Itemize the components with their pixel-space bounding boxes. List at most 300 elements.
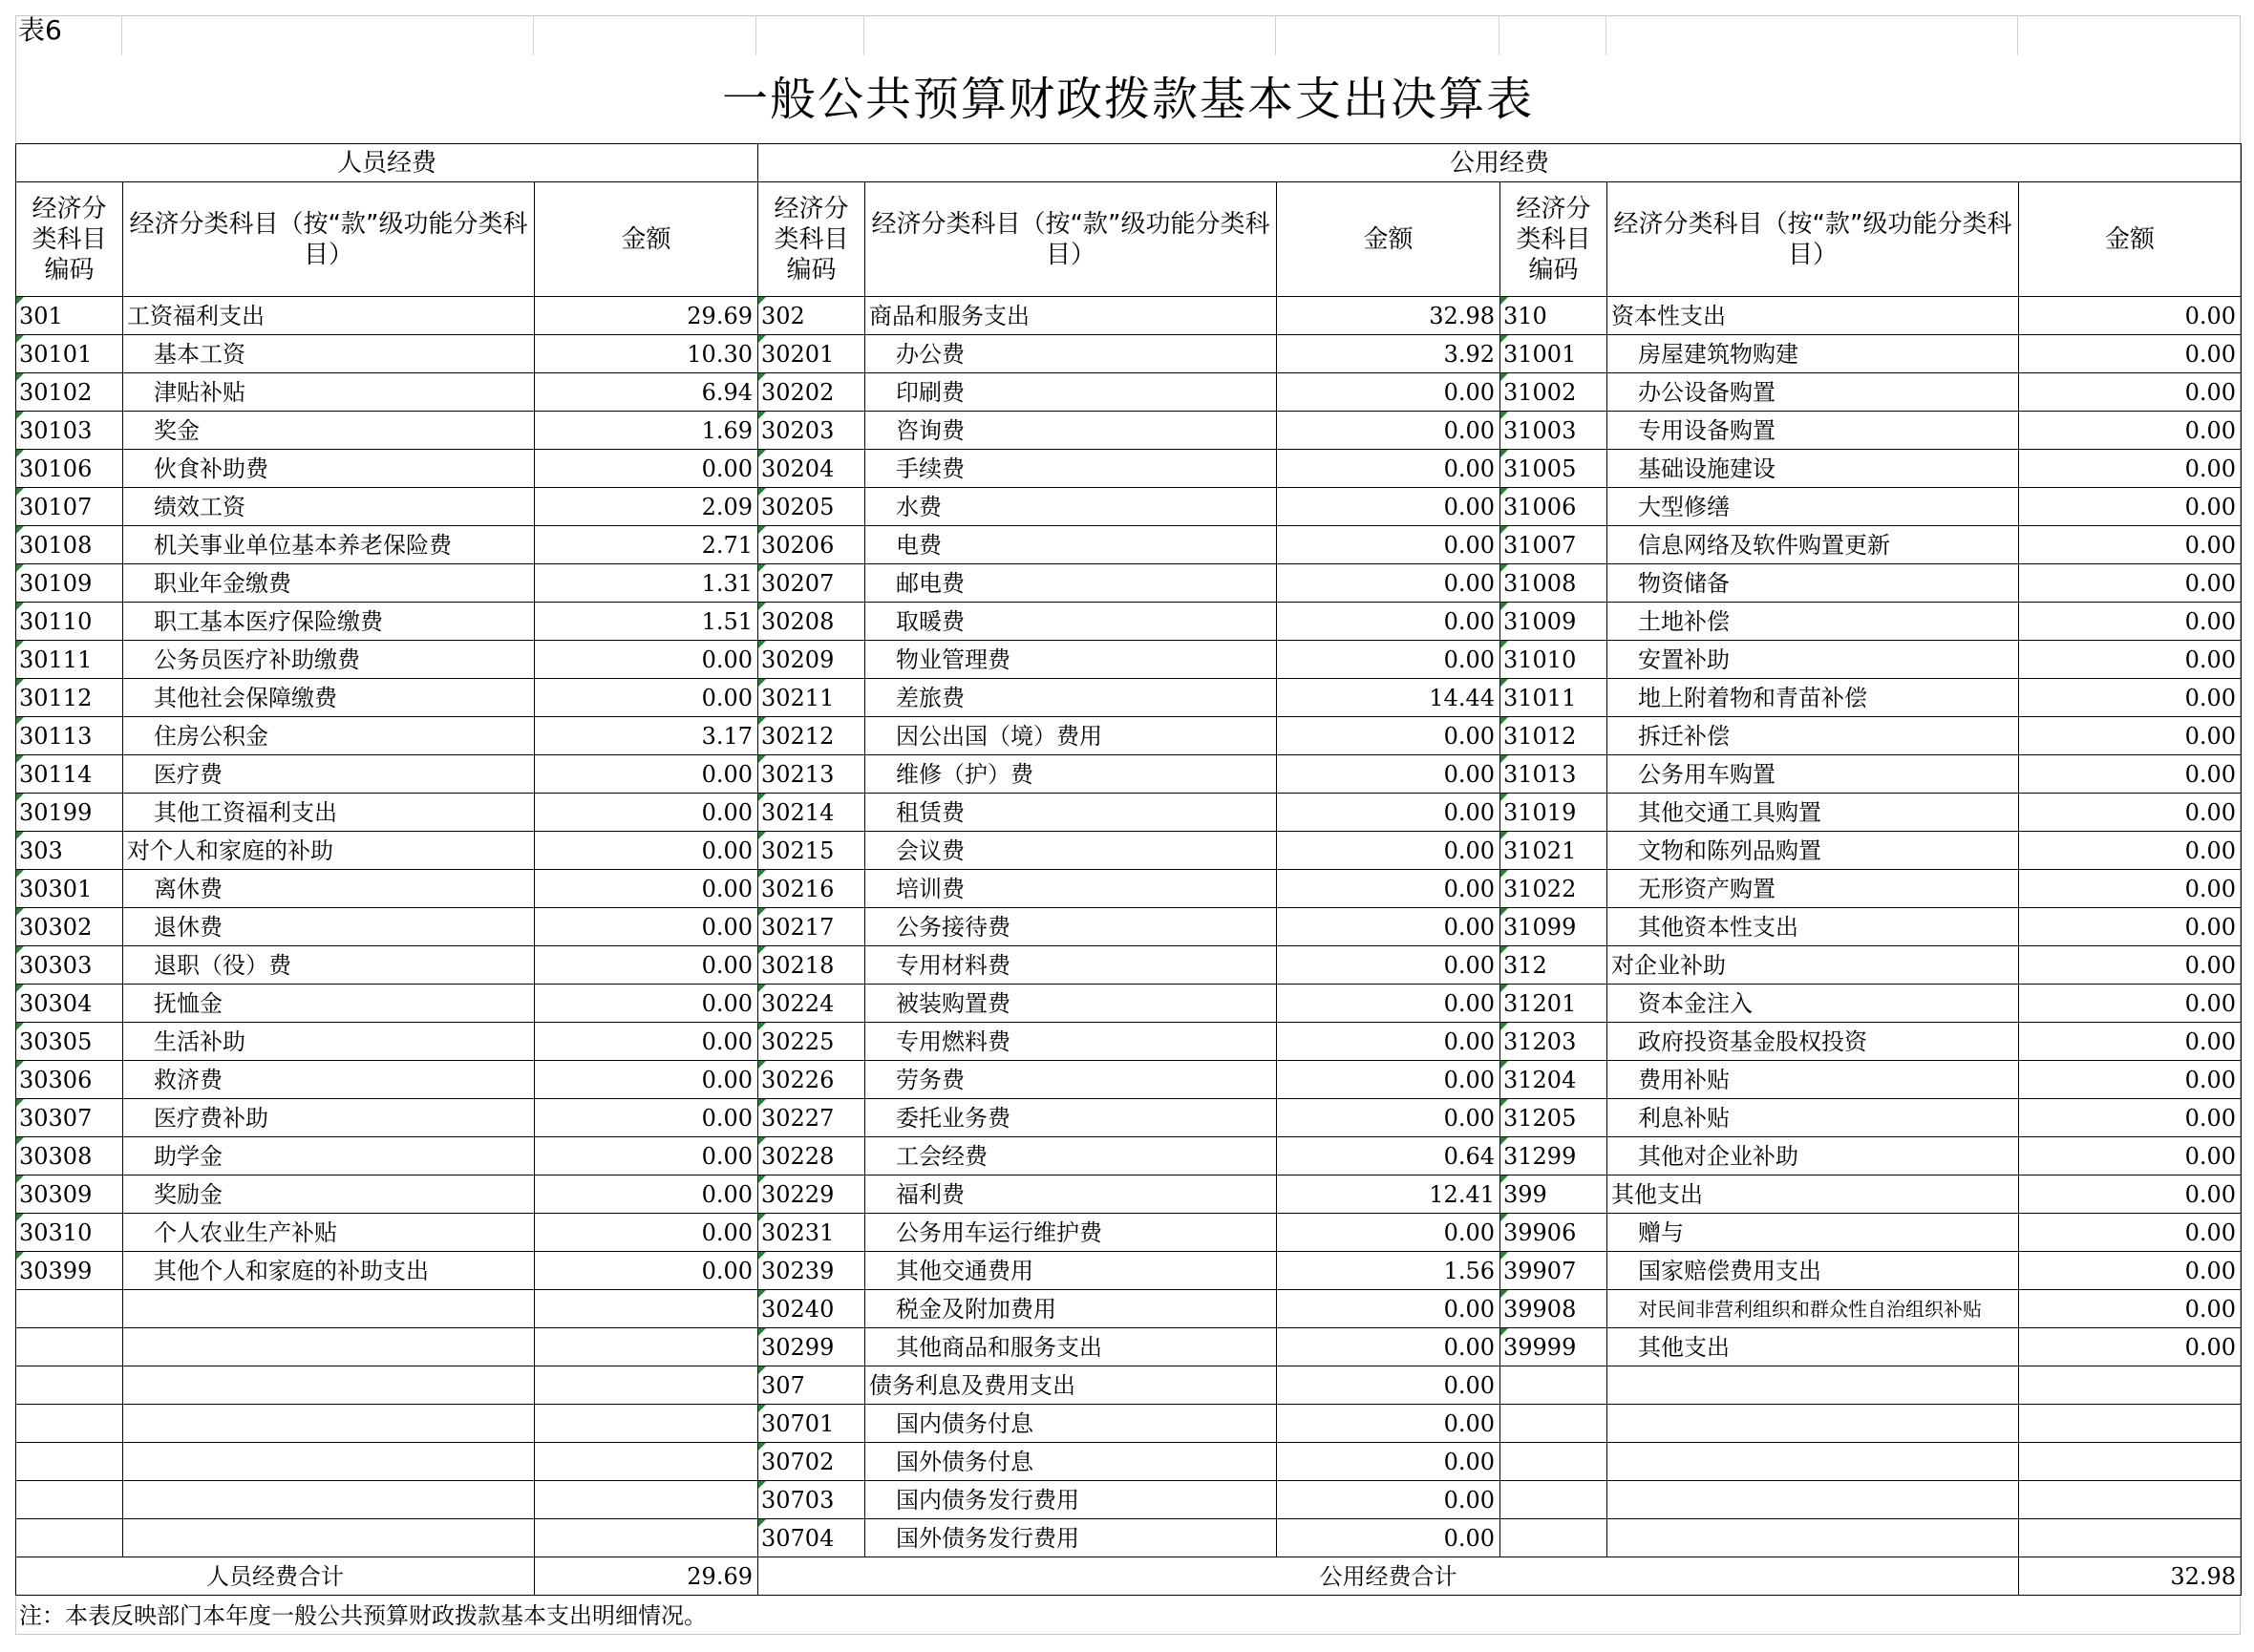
item-code bbox=[1500, 1443, 1607, 1481]
header-name: 经济分类科目（按“款”级功能分类科目） bbox=[123, 182, 535, 297]
table-row bbox=[16, 717, 2242, 755]
item-name: 其他个人和家庭的补助支出 bbox=[123, 1252, 535, 1290]
item-amount: 0.00 bbox=[2019, 1290, 2242, 1328]
item-code: 31299 bbox=[1500, 1137, 1607, 1175]
item-amount: 0.64 bbox=[1277, 1137, 1500, 1175]
footnote: 注：本表反映部门本年度一般公共预算财政拨款基本支出明细情况。 bbox=[19, 1602, 707, 1629]
table-row bbox=[16, 297, 2242, 335]
item-amount: 0.00 bbox=[535, 1175, 758, 1214]
item-name: 会议费 bbox=[865, 832, 1277, 870]
item-name: 劳务费 bbox=[865, 1061, 1277, 1099]
item-amount: 0.00 bbox=[1277, 1099, 1500, 1137]
item-amount: 0.00 bbox=[2019, 373, 2242, 412]
item-name: 文物和陈列品购置 bbox=[1607, 832, 2019, 870]
item-code: 30101 bbox=[16, 335, 123, 373]
item-amount bbox=[535, 1366, 758, 1405]
item-code: 31007 bbox=[1500, 526, 1607, 564]
item-code: 30240 bbox=[758, 1290, 865, 1328]
item-name: 费用补贴 bbox=[1607, 1061, 2019, 1099]
item-name: 电费 bbox=[865, 526, 1277, 564]
item-name: 退职（役）费 bbox=[123, 946, 535, 985]
item-code: 30103 bbox=[16, 412, 123, 450]
item-name: 办公费 bbox=[865, 335, 1277, 373]
item-code: 39908 bbox=[1500, 1290, 1607, 1328]
item-amount: 0.00 bbox=[535, 641, 758, 679]
item-name: 退休费 bbox=[123, 908, 535, 946]
item-name: 其他资本性支出 bbox=[1607, 908, 2019, 946]
item-name: 房屋建筑物购建 bbox=[1607, 335, 2019, 373]
table-row bbox=[16, 908, 2242, 946]
item-name: 资本性支出 bbox=[1607, 297, 2019, 335]
item-code: 30208 bbox=[758, 603, 865, 641]
grid-line bbox=[1275, 15, 1276, 55]
item-name: 生活补助 bbox=[123, 1023, 535, 1061]
item-name: 离休费 bbox=[123, 870, 535, 908]
item-code: 301 bbox=[16, 297, 123, 335]
item-code: 30217 bbox=[758, 908, 865, 946]
item-name: 医疗费 bbox=[123, 755, 535, 794]
item-amount: 0.00 bbox=[1277, 1443, 1500, 1481]
item-amount: 0.00 bbox=[1277, 1519, 1500, 1557]
item-amount: 0.00 bbox=[2019, 794, 2242, 832]
item-name: 水费 bbox=[865, 488, 1277, 526]
table-row bbox=[16, 1252, 2242, 1290]
item-name: 手续费 bbox=[865, 450, 1277, 488]
item-code: 30309 bbox=[16, 1175, 123, 1214]
item-code: 39907 bbox=[1500, 1252, 1607, 1290]
item-amount bbox=[535, 1481, 758, 1519]
expenditure-table bbox=[15, 143, 2242, 1596]
item-name: 专用燃料费 bbox=[865, 1023, 1277, 1061]
table-row bbox=[16, 1023, 2242, 1061]
item-name: 对个人和家庭的补助 bbox=[123, 832, 535, 870]
totals-row bbox=[16, 1557, 2242, 1596]
personnel-total-label: 人员经费合计 bbox=[16, 1557, 535, 1596]
item-name: 其他商品和服务支出 bbox=[865, 1328, 1277, 1366]
item-amount: 0.00 bbox=[1277, 870, 1500, 908]
item-name: 大型修缮 bbox=[1607, 488, 2019, 526]
item-name: 被装购置费 bbox=[865, 985, 1277, 1023]
item-name: 其他支出 bbox=[1607, 1175, 2019, 1214]
header-code: 经济分类科目编码 bbox=[758, 182, 865, 297]
item-code: 31005 bbox=[1500, 450, 1607, 488]
grid-line bbox=[755, 15, 756, 55]
item-name bbox=[1607, 1443, 2019, 1481]
item-amount: 0.00 bbox=[535, 946, 758, 985]
item-amount: 0.00 bbox=[1277, 908, 1500, 946]
item-code: 399 bbox=[1500, 1175, 1607, 1214]
item-amount: 0.00 bbox=[535, 1214, 758, 1252]
item-code: 31019 bbox=[1500, 794, 1607, 832]
item-name: 机关事业单位基本养老保险费 bbox=[123, 526, 535, 564]
item-code: 30106 bbox=[16, 450, 123, 488]
item-amount: 0.00 bbox=[2019, 946, 2242, 985]
item-name: 物资储备 bbox=[1607, 564, 2019, 603]
item-amount: 0.00 bbox=[2019, 908, 2242, 946]
item-name: 税金及附加费用 bbox=[865, 1290, 1277, 1328]
item-code: 30211 bbox=[758, 679, 865, 717]
header-name: 经济分类科目（按“款”级功能分类科目） bbox=[1607, 182, 2019, 297]
item-code: 30206 bbox=[758, 526, 865, 564]
item-name: 个人农业生产补贴 bbox=[123, 1214, 535, 1252]
item-name: 债务利息及费用支出 bbox=[865, 1366, 1277, 1405]
item-code: 30226 bbox=[758, 1061, 865, 1099]
item-name: 专用材料费 bbox=[865, 946, 1277, 985]
item-code: 30112 bbox=[16, 679, 123, 717]
item-code bbox=[16, 1405, 123, 1443]
item-code: 30110 bbox=[16, 603, 123, 641]
item-code: 30305 bbox=[16, 1023, 123, 1061]
item-amount: 0.00 bbox=[2019, 870, 2242, 908]
item-code: 30109 bbox=[16, 564, 123, 603]
header-amount: 金额 bbox=[2019, 182, 2242, 297]
grid-line bbox=[863, 15, 864, 55]
item-amount: 0.00 bbox=[1277, 985, 1500, 1023]
item-name: 取暖费 bbox=[865, 603, 1277, 641]
item-code: 312 bbox=[1500, 946, 1607, 985]
item-code: 30111 bbox=[16, 641, 123, 679]
table-row bbox=[16, 1366, 2242, 1405]
item-code: 31006 bbox=[1500, 488, 1607, 526]
item-amount: 1.69 bbox=[535, 412, 758, 450]
public-total-label: 公用经费合计 bbox=[758, 1557, 2019, 1596]
item-amount: 0.00 bbox=[1277, 1328, 1500, 1366]
item-name: 信息网络及软件购置更新 bbox=[1607, 526, 2019, 564]
table-row bbox=[16, 450, 2242, 488]
item-code: 30201 bbox=[758, 335, 865, 373]
item-code: 30212 bbox=[758, 717, 865, 755]
item-code: 31012 bbox=[1500, 717, 1607, 755]
item-amount bbox=[535, 1328, 758, 1366]
item-name: 其他社会保障缴费 bbox=[123, 679, 535, 717]
table-row bbox=[16, 1290, 2242, 1328]
item-code: 30229 bbox=[758, 1175, 865, 1214]
item-code: 302 bbox=[758, 297, 865, 335]
column-header-row bbox=[16, 182, 2242, 297]
item-code bbox=[16, 1443, 123, 1481]
table-row bbox=[16, 603, 2242, 641]
item-amount: 0.00 bbox=[2019, 1214, 2242, 1252]
item-amount: 0.00 bbox=[2019, 1175, 2242, 1214]
item-name: 咨询费 bbox=[865, 412, 1277, 450]
item-amount: 0.00 bbox=[535, 1137, 758, 1175]
item-amount: 0.00 bbox=[1277, 1290, 1500, 1328]
item-code: 31002 bbox=[1500, 373, 1607, 412]
item-name: 救济费 bbox=[123, 1061, 535, 1099]
item-code: 31008 bbox=[1500, 564, 1607, 603]
item-code: 31009 bbox=[1500, 603, 1607, 641]
item-name bbox=[123, 1405, 535, 1443]
item-name: 职工基本医疗保险缴费 bbox=[123, 603, 535, 641]
item-name: 专用设备购置 bbox=[1607, 412, 2019, 450]
item-code: 30214 bbox=[758, 794, 865, 832]
item-name: 其他工资福利支出 bbox=[123, 794, 535, 832]
item-amount: 0.00 bbox=[1277, 794, 1500, 832]
header-code: 经济分类科目编码 bbox=[16, 182, 123, 297]
item-amount: 0.00 bbox=[2019, 412, 2242, 450]
item-amount bbox=[2019, 1519, 2242, 1557]
item-code: 310 bbox=[1500, 297, 1607, 335]
item-code: 30303 bbox=[16, 946, 123, 985]
item-name bbox=[123, 1443, 535, 1481]
item-name: 无形资产购置 bbox=[1607, 870, 2019, 908]
item-name bbox=[123, 1519, 535, 1557]
item-amount: 0.00 bbox=[1277, 717, 1500, 755]
table-row bbox=[16, 564, 2242, 603]
item-code: 30203 bbox=[758, 412, 865, 450]
item-name: 赠与 bbox=[1607, 1214, 2019, 1252]
item-amount: 0.00 bbox=[2019, 679, 2242, 717]
item-amount: 0.00 bbox=[2019, 717, 2242, 755]
item-code: 30703 bbox=[758, 1481, 865, 1519]
item-code: 30108 bbox=[16, 526, 123, 564]
item-name: 工资福利支出 bbox=[123, 297, 535, 335]
item-name: 绩效工资 bbox=[123, 488, 535, 526]
item-amount: 29.69 bbox=[535, 297, 758, 335]
item-code: 30704 bbox=[758, 1519, 865, 1557]
item-code: 30310 bbox=[16, 1214, 123, 1252]
item-amount: 0.00 bbox=[2019, 1137, 2242, 1175]
item-name: 国外债务发行费用 bbox=[865, 1519, 1277, 1557]
table-row bbox=[16, 946, 2242, 985]
item-amount: 3.17 bbox=[535, 717, 758, 755]
item-code: 31003 bbox=[1500, 412, 1607, 450]
item-name: 其他对企业补助 bbox=[1607, 1137, 2019, 1175]
item-code: 30213 bbox=[758, 755, 865, 794]
item-amount: 14.44 bbox=[1277, 679, 1500, 717]
item-code: 30216 bbox=[758, 870, 865, 908]
item-amount: 0.00 bbox=[535, 1023, 758, 1061]
item-amount: 0.00 bbox=[1277, 1481, 1500, 1519]
item-code: 30225 bbox=[758, 1023, 865, 1061]
item-amount: 0.00 bbox=[535, 1061, 758, 1099]
item-code: 39906 bbox=[1500, 1214, 1607, 1252]
item-code: 30202 bbox=[758, 373, 865, 412]
item-code: 31013 bbox=[1500, 755, 1607, 794]
item-code: 30302 bbox=[16, 908, 123, 946]
item-amount: 3.92 bbox=[1277, 335, 1500, 373]
item-amount bbox=[535, 1405, 758, 1443]
item-name: 因公出国（境）费用 bbox=[865, 717, 1277, 755]
item-amount: 0.00 bbox=[1277, 946, 1500, 985]
table-row bbox=[16, 1175, 2242, 1214]
item-amount: 0.00 bbox=[535, 679, 758, 717]
item-code bbox=[16, 1519, 123, 1557]
item-name: 物业管理费 bbox=[865, 641, 1277, 679]
item-amount: 0.00 bbox=[535, 908, 758, 946]
item-code: 30205 bbox=[758, 488, 865, 526]
item-amount: 0.00 bbox=[2019, 1061, 2242, 1099]
table-row bbox=[16, 832, 2242, 870]
table-row bbox=[16, 335, 2242, 373]
item-name: 利息补贴 bbox=[1607, 1099, 2019, 1137]
item-amount bbox=[535, 1290, 758, 1328]
item-name: 福利费 bbox=[865, 1175, 1277, 1214]
item-code: 30304 bbox=[16, 985, 123, 1023]
item-code: 30228 bbox=[758, 1137, 865, 1175]
table-row bbox=[16, 794, 2242, 832]
item-amount: 0.00 bbox=[535, 1099, 758, 1137]
item-code: 31205 bbox=[1500, 1099, 1607, 1137]
table-row bbox=[16, 373, 2242, 412]
section-personnel: 人员经费 bbox=[16, 144, 758, 182]
item-code: 30231 bbox=[758, 1214, 865, 1252]
item-code: 30199 bbox=[16, 794, 123, 832]
item-name: 医疗费补助 bbox=[123, 1099, 535, 1137]
item-code: 30204 bbox=[758, 450, 865, 488]
item-name: 津贴补贴 bbox=[123, 373, 535, 412]
item-name: 国外债务付息 bbox=[865, 1443, 1277, 1481]
item-code bbox=[1500, 1405, 1607, 1443]
grid-line bbox=[2017, 15, 2018, 55]
item-code: 39999 bbox=[1500, 1328, 1607, 1366]
table-row bbox=[16, 679, 2242, 717]
item-amount: 0.00 bbox=[1277, 412, 1500, 450]
item-amount: 0.00 bbox=[1277, 1405, 1500, 1443]
item-amount: 2.09 bbox=[535, 488, 758, 526]
item-name: 拆迁补偿 bbox=[1607, 717, 2019, 755]
item-amount: 0.00 bbox=[535, 870, 758, 908]
item-name: 其他交通费用 bbox=[865, 1252, 1277, 1290]
item-code: 30307 bbox=[16, 1099, 123, 1137]
item-code bbox=[1500, 1519, 1607, 1557]
header-code: 经济分类科目编码 bbox=[1500, 182, 1607, 297]
item-name: 基本工资 bbox=[123, 335, 535, 373]
item-amount bbox=[2019, 1481, 2242, 1519]
item-name: 维修（护）费 bbox=[865, 755, 1277, 794]
item-name bbox=[1607, 1366, 2019, 1405]
item-amount: 10.30 bbox=[535, 335, 758, 373]
item-amount: 0.00 bbox=[1277, 755, 1500, 794]
item-name: 对民间非营利组织和群众性自治组织补贴 bbox=[1607, 1290, 2019, 1328]
item-amount: 0.00 bbox=[2019, 488, 2242, 526]
table-row bbox=[16, 1137, 2242, 1175]
item-name: 国内债务付息 bbox=[865, 1405, 1277, 1443]
item-amount: 1.51 bbox=[535, 603, 758, 641]
item-name: 抚恤金 bbox=[123, 985, 535, 1023]
item-name: 国内债务发行费用 bbox=[865, 1481, 1277, 1519]
item-code: 31204 bbox=[1500, 1061, 1607, 1099]
item-name: 邮电费 bbox=[865, 564, 1277, 603]
item-amount: 0.00 bbox=[2019, 297, 2242, 335]
item-name: 其他支出 bbox=[1607, 1328, 2019, 1366]
item-amount: 0.00 bbox=[535, 985, 758, 1023]
grid-line bbox=[1605, 15, 1606, 55]
item-amount bbox=[535, 1443, 758, 1481]
item-code: 30113 bbox=[16, 717, 123, 755]
item-amount: 0.00 bbox=[2019, 641, 2242, 679]
table-row bbox=[16, 985, 2242, 1023]
item-code: 30107 bbox=[16, 488, 123, 526]
item-name: 地上附着物和青苗补偿 bbox=[1607, 679, 2019, 717]
item-amount: 0.00 bbox=[535, 794, 758, 832]
item-name: 公务员医疗补助缴费 bbox=[123, 641, 535, 679]
item-amount: 1.56 bbox=[1277, 1252, 1500, 1290]
item-amount bbox=[2019, 1405, 2242, 1443]
personnel-total-amount: 29.69 bbox=[535, 1557, 758, 1596]
item-amount: 0.00 bbox=[1277, 564, 1500, 603]
item-name: 伙食补助费 bbox=[123, 450, 535, 488]
table-row bbox=[16, 1405, 2242, 1443]
item-amount bbox=[2019, 1443, 2242, 1481]
table-row bbox=[16, 526, 2242, 564]
item-name bbox=[123, 1481, 535, 1519]
item-name bbox=[123, 1366, 535, 1405]
item-amount: 0.00 bbox=[1277, 488, 1500, 526]
item-code bbox=[16, 1366, 123, 1405]
sheet-label: 表6 bbox=[18, 14, 62, 46]
item-name: 委托业务费 bbox=[865, 1099, 1277, 1137]
table-row bbox=[16, 412, 2242, 450]
header-name: 经济分类科目（按“款”级功能分类科目） bbox=[865, 182, 1277, 297]
item-amount: 0.00 bbox=[2019, 564, 2242, 603]
item-code: 30224 bbox=[758, 985, 865, 1023]
item-name: 培训费 bbox=[865, 870, 1277, 908]
item-name bbox=[1607, 1481, 2019, 1519]
item-name: 对企业补助 bbox=[1607, 946, 2019, 985]
item-amount: 12.41 bbox=[1277, 1175, 1500, 1214]
table-row bbox=[16, 1443, 2242, 1481]
item-amount: 0.00 bbox=[1277, 603, 1500, 641]
item-name: 租赁费 bbox=[865, 794, 1277, 832]
item-code bbox=[16, 1328, 123, 1366]
item-code bbox=[1500, 1481, 1607, 1519]
item-amount bbox=[535, 1519, 758, 1557]
item-amount: 0.00 bbox=[1277, 1061, 1500, 1099]
item-name bbox=[123, 1328, 535, 1366]
item-name: 奖金 bbox=[123, 412, 535, 450]
item-code bbox=[1500, 1366, 1607, 1405]
item-name: 印刷费 bbox=[865, 373, 1277, 412]
item-code: 31021 bbox=[1500, 832, 1607, 870]
item-code: 30239 bbox=[758, 1252, 865, 1290]
table-row bbox=[16, 755, 2242, 794]
item-amount: 0.00 bbox=[2019, 335, 2242, 373]
item-amount: 32.98 bbox=[1277, 297, 1500, 335]
item-amount: 0.00 bbox=[1277, 832, 1500, 870]
item-amount: 0.00 bbox=[2019, 1252, 2242, 1290]
item-code bbox=[16, 1290, 123, 1328]
item-amount: 0.00 bbox=[2019, 603, 2242, 641]
item-code: 31099 bbox=[1500, 908, 1607, 946]
item-code: 30218 bbox=[758, 946, 865, 985]
item-code: 30701 bbox=[758, 1405, 865, 1443]
item-code: 30299 bbox=[758, 1328, 865, 1366]
table-row bbox=[16, 1214, 2242, 1252]
item-code: 30215 bbox=[758, 832, 865, 870]
header-amount: 金额 bbox=[535, 182, 758, 297]
item-amount: 0.00 bbox=[2019, 1099, 2242, 1137]
item-name: 其他交通工具购置 bbox=[1607, 794, 2019, 832]
item-name: 公务接待费 bbox=[865, 908, 1277, 946]
item-code: 307 bbox=[758, 1366, 865, 1405]
item-amount: 0.00 bbox=[1277, 450, 1500, 488]
item-amount: 6.94 bbox=[535, 373, 758, 412]
item-name: 土地补偿 bbox=[1607, 603, 2019, 641]
item-amount: 1.31 bbox=[535, 564, 758, 603]
item-amount: 2.71 bbox=[535, 526, 758, 564]
item-amount: 0.00 bbox=[535, 1252, 758, 1290]
item-name: 安置补助 bbox=[1607, 641, 2019, 679]
item-name: 职业年金缴费 bbox=[123, 564, 535, 603]
grid-line bbox=[533, 15, 534, 55]
page-title: 一般公共预算财政拨款基本支出决算表 bbox=[721, 73, 1534, 126]
item-code: 30702 bbox=[758, 1443, 865, 1481]
table-row bbox=[16, 1519, 2242, 1557]
item-code: 30114 bbox=[16, 755, 123, 794]
item-code bbox=[16, 1481, 123, 1519]
table-row bbox=[16, 1099, 2242, 1137]
